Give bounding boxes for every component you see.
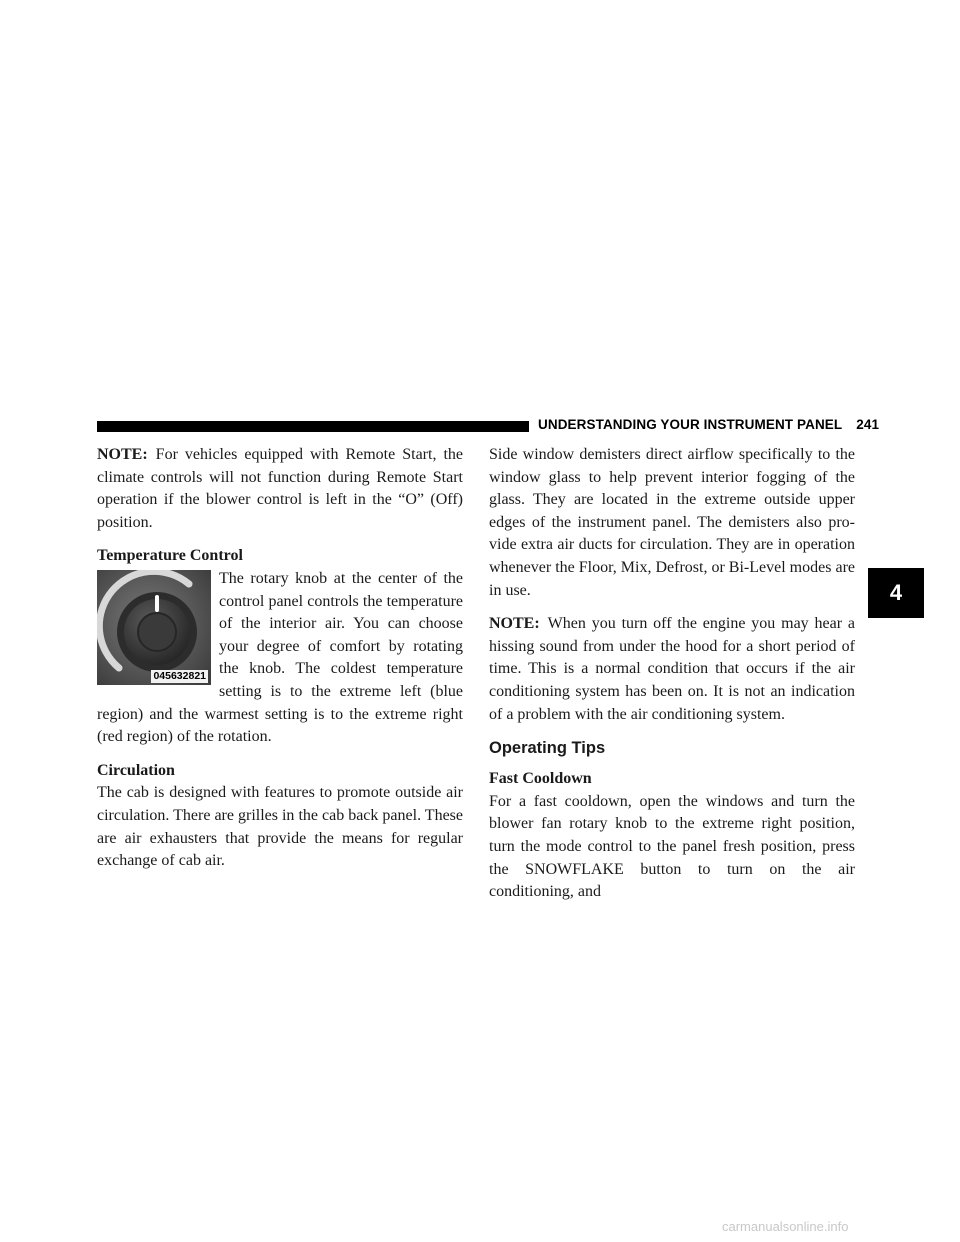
header-rule (97, 421, 529, 432)
note-text: When you turn off the engine you may hear a hissing sound from under the hood for a short period of time. This is a normal condition that occurs if the air conditioning system has been on. It is not an indication of a problem with the air conditioning system. (489, 615, 855, 723)
note-hissing (489, 613, 855, 726)
note-label: NOTE: (489, 615, 540, 633)
demisters-text: Side window demisters direct airflow specifically to the window glass to help prevent interior fogging of the glass. They are located in the extreme outside upper edges of the instrument panel. The demisters also pro-vide extra air ducts for circulation. They are in operation whenever the Floor, Mix, Defrost, or Bi-Level modes are in use. (489, 446, 855, 599)
left-column (97, 444, 463, 884)
note-text: For vehicles equipped with Remote Start, the climate controls will not function during Remote Start operation if the blower control is left in the “O” (Off) position. (97, 446, 463, 531)
footer-watermark: carmanualsonline.info (722, 1219, 849, 1234)
operating-tips-heading: Operating Tips (489, 739, 606, 758)
figure-id: 045632821 (153, 669, 206, 682)
right-column (489, 444, 855, 915)
temperature-knob-illustration (97, 570, 211, 685)
temperature-control-heading: Temperature Control (97, 547, 243, 565)
page-number: 241 (856, 417, 880, 432)
fast-cooldown-text: For a fast cooldown, open the windows and turn the blower fan rotary knob to the extreme right position, turn the mode control to the panel fresh position, press the SNOWFLAKE button to turn on the air conditioning, and (489, 792, 855, 901)
note-remote-start (97, 444, 463, 534)
temperature-control-text: The rotary knob at the center of the control panel controls the temperature of the interior air. You can choose your degree of comfort by rotating the knob. The coldest temperature setting is to the extreme left (blue region) and the warmest setting is to the extreme right (red region) of the rotation. (97, 569, 463, 746)
fast-cooldown-heading: Fast Cooldown (489, 770, 592, 788)
note-label: NOTE: (97, 446, 148, 463)
temperature-knob-figure (97, 570, 211, 685)
header-title: UNDERSTANDING YOUR INSTRUMENT PANEL (538, 417, 843, 432)
circulation-heading: Circulation (97, 761, 175, 779)
circulation-text: The cab is designed with features to promote outside air circulation. There are grilles in the cab back panel. These are air exhausters that provide the means for regular exchange of cab air. (97, 784, 463, 870)
running-header (538, 417, 880, 432)
chapter-tab: 4 (868, 568, 924, 618)
